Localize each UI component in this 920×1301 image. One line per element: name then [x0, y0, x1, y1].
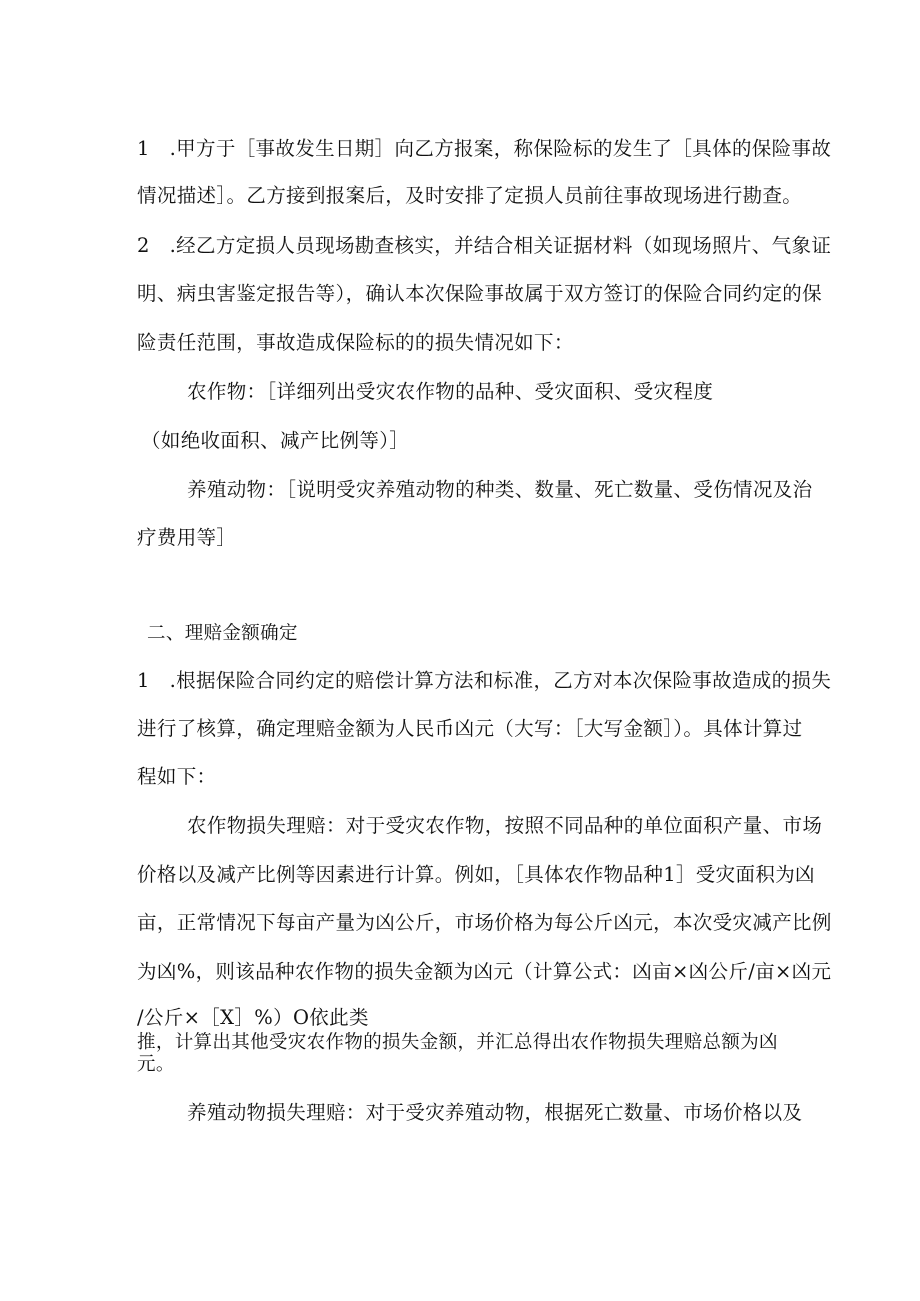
paragraph-2-line-3: 险责任范围，事故造成保险标的的损失情况如下：: [137, 331, 574, 354]
paragraph-3-line-2: 进行了核算，确定理赔金额为人民币凶元（大写：［大写金额］）。具体计算过: [137, 717, 803, 740]
paragraph-1-line-1: 1 .甲方于［事故发生日期］向乙方报案，称保险标的发生了［具体的保险事故: [137, 137, 832, 160]
crop-loss-line-3: 亩，正常情况下每亩产量为凶公斤，市场价格为每公斤凶元，本次受灾减产比例: [137, 911, 832, 934]
crop-loss-line-4: 为凶%，则该品种农作物的损失金额为凶元（计算公式：凶亩×凶公斤/亩×凶元: [137, 960, 832, 983]
livestock-loss-line-1: 养殖动物损失理赔：对于受灾养殖动物，根据死亡数量、市场价格以及: [187, 1101, 803, 1124]
crop-loss-line-5: /公斤×［X］%）O依此类: [137, 1006, 369, 1029]
paragraph-1-line-2: 情况描述］。乙方接到报案后，及时安排了定损人员前往事故现场进行勘查。: [137, 184, 803, 207]
crop-loss-line-7: 元。: [137, 1054, 175, 1075]
livestock-line-2: 疗费用等］: [137, 526, 237, 549]
crop-loss-line-6: 推，计算出其他受灾农作物的损失金额，并汇总得出农作物损失理赔总额为凶: [137, 1032, 778, 1053]
paragraph-2-line-1: 2 .经乙方定损人员现场勘查核实，并结合相关证据材料（如现场照片、气象证: [137, 234, 832, 257]
paragraph-3-line-1: 1 .根据保险合同约定的赔偿计算方法和标准，乙方对本次保险事故造成的损失: [137, 669, 832, 692]
paragraph-2-line-2: 明、病虫害鉴定报告等），确认本次保险事故属于双方签订的保险合同约定的保: [137, 282, 823, 305]
crop-loss-line-2: 价格以及减产比例等因素进行计算。例如，［具体农作物品种1］受灾面积为凶: [137, 863, 815, 886]
crops-line-2: （如绝收面积、减产比例等）］: [141, 429, 410, 452]
crop-loss-line-1: 农作物损失理赔：对于受灾农作物，按照不同品种的单位面积产量、市场: [187, 814, 823, 837]
paragraph-3-line-3: 程如下：: [137, 765, 217, 788]
crops-line-1: 农作物：［详细列出受灾农作物的品种、受灾面积、受灾程度: [187, 380, 714, 403]
livestock-line-1: 养殖动物：［说明受灾养殖动物的种类、数量、死亡数量、受伤情况及治: [187, 478, 813, 501]
section-heading-claim-amount: 二、理赔金额确定: [147, 623, 298, 644]
